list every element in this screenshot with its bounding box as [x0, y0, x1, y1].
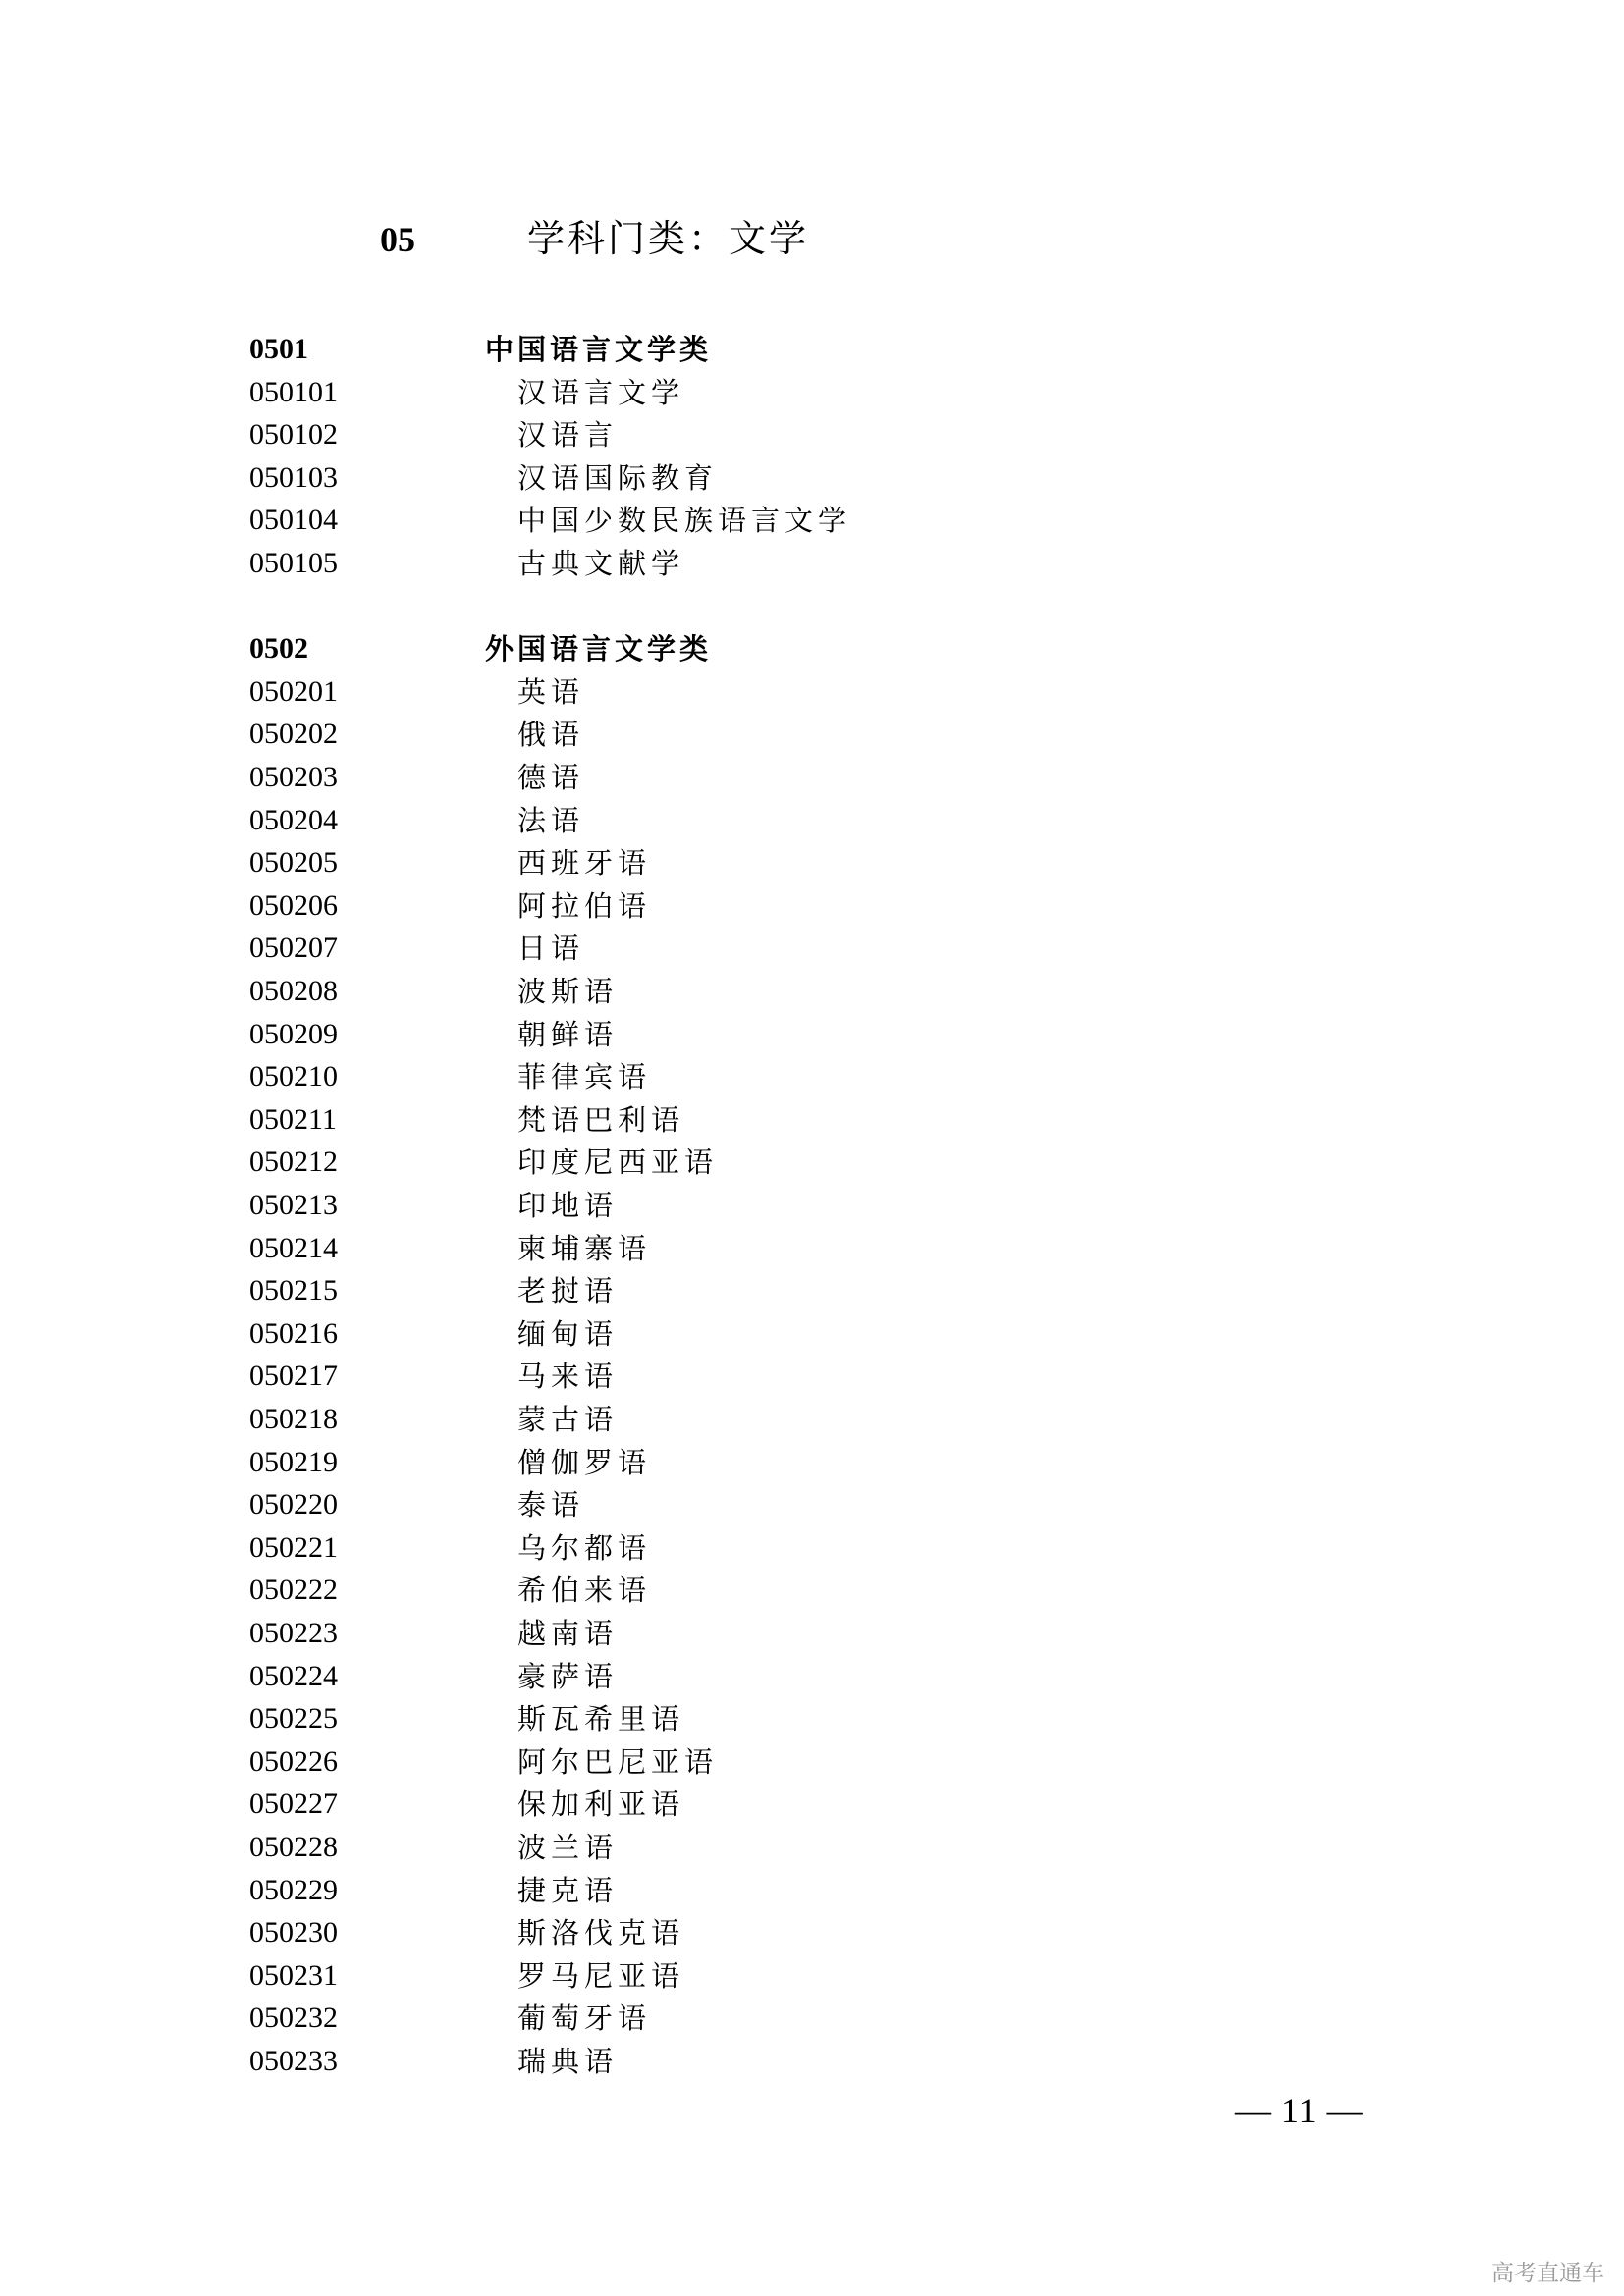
category-name: 中国语言文学类 — [485, 333, 713, 366]
major-name: 汉语言 — [517, 418, 619, 453]
major-code: 050228 — [249, 1831, 338, 1863]
major-code: 050204 — [249, 803, 338, 836]
major-row — [0, 670, 1624, 714]
major-row — [0, 1740, 1624, 1784]
major-code: 050104 — [249, 504, 338, 537]
major-row — [0, 713, 1624, 756]
major-name: 英语 — [517, 674, 585, 709]
major-code: 050217 — [249, 1360, 338, 1393]
major-row — [0, 1441, 1624, 1484]
major-code: 050219 — [249, 1445, 338, 1478]
major-row — [0, 841, 1624, 884]
major-name: 保加利亚语 — [517, 1788, 685, 1822]
discipline-title: 学科门类：文学 — [527, 217, 810, 260]
major-code: 050101 — [249, 375, 338, 408]
major-code: 050210 — [249, 1060, 338, 1094]
major-code: 050102 — [249, 418, 338, 452]
major-row — [0, 1355, 1624, 1398]
category-code: 0502 — [249, 632, 308, 666]
major-code: 050218 — [249, 1403, 338, 1435]
major-row — [0, 927, 1624, 970]
major-row — [0, 1013, 1624, 1056]
major-code: 050230 — [249, 1916, 338, 1949]
page-number: — 11 — — [1235, 2091, 1364, 2130]
major-row — [0, 970, 1624, 1013]
major-row — [0, 371, 1624, 414]
major-code: 050211 — [249, 1102, 337, 1136]
major-name: 印度尼西亚语 — [517, 1146, 719, 1180]
major-code: 050201 — [249, 674, 338, 708]
major-code: 050215 — [249, 1274, 338, 1308]
major-code: 050213 — [249, 1189, 338, 1221]
major-row — [0, 1655, 1624, 1698]
major-name: 蒙古语 — [517, 1403, 619, 1436]
major-code: 050205 — [249, 846, 338, 880]
major-row — [0, 1526, 1624, 1570]
major-row — [0, 1826, 1624, 1869]
major-row — [0, 1783, 1624, 1826]
major-name: 德语 — [517, 761, 585, 794]
major-name: 葡萄牙语 — [517, 2002, 652, 2036]
major-code: 050224 — [249, 1659, 338, 1692]
major-row — [0, 413, 1624, 456]
major-name: 古典文献学 — [517, 547, 685, 580]
category-group-header — [0, 328, 1624, 371]
major-row — [0, 884, 1624, 928]
major-code: 050212 — [249, 1146, 338, 1179]
major-row — [0, 1184, 1624, 1227]
major-name: 僧伽罗语 — [517, 1445, 652, 1479]
major-name: 中国少数民族语言文学 — [517, 504, 852, 538]
watermark: 高考直通车 — [1491, 2261, 1604, 2286]
major-row — [0, 1098, 1624, 1142]
major-code: 050227 — [249, 1788, 338, 1821]
major-name: 波斯语 — [517, 975, 619, 1008]
major-row — [0, 2040, 1624, 2083]
major-row — [0, 1141, 1624, 1184]
major-row — [0, 1612, 1624, 1655]
major-code: 050221 — [249, 1530, 338, 1564]
major-code: 050209 — [249, 1017, 338, 1050]
major-row — [0, 1269, 1624, 1312]
major-name: 阿尔巴尼亚语 — [517, 1744, 719, 1779]
major-code: 050203 — [249, 761, 338, 793]
major-name: 豪萨语 — [517, 1659, 619, 1693]
major-code: 050223 — [249, 1617, 338, 1649]
category-code: 0501 — [249, 333, 308, 365]
major-row — [0, 1055, 1624, 1098]
major-row — [0, 1869, 1624, 1912]
major-name: 菲律宾语 — [517, 1060, 652, 1095]
major-code: 050220 — [249, 1488, 338, 1522]
major-name: 印地语 — [517, 1189, 619, 1222]
major-row — [0, 1911, 1624, 1954]
major-row — [0, 1569, 1624, 1612]
major-row — [0, 799, 1624, 842]
major-name: 捷克语 — [517, 1873, 619, 1907]
major-name: 梵语巴利语 — [517, 1102, 685, 1137]
major-row — [0, 756, 1624, 799]
major-name: 阿拉伯语 — [517, 888, 652, 923]
major-code: 050216 — [249, 1316, 338, 1350]
major-name: 柬埔寨语 — [517, 1231, 652, 1265]
major-code: 050206 — [249, 888, 338, 922]
major-name: 老挝语 — [517, 1274, 619, 1308]
major-name: 罗马尼亚语 — [517, 1958, 685, 1993]
category-group-header — [0, 627, 1624, 670]
major-code: 050225 — [249, 1702, 338, 1735]
major-code: 050226 — [249, 1744, 338, 1778]
major-name: 汉语言文学 — [517, 375, 685, 409]
major-row — [0, 1997, 1624, 2040]
major-row — [0, 1227, 1624, 1270]
major-code: 050229 — [249, 1873, 338, 1906]
major-name: 波兰语 — [517, 1831, 619, 1864]
major-row — [0, 1954, 1624, 1998]
major-code: 050103 — [249, 460, 338, 494]
major-row — [0, 1697, 1624, 1740]
major-code: 050232 — [249, 2002, 338, 2035]
category-name: 外国语言文学类 — [485, 632, 713, 667]
major-row — [0, 1398, 1624, 1441]
major-code: 050214 — [249, 1231, 338, 1264]
major-name: 俄语 — [517, 718, 585, 752]
major-row — [0, 499, 1624, 542]
major-name: 法语 — [517, 803, 585, 837]
major-code: 050202 — [249, 718, 338, 751]
major-row — [0, 456, 1624, 500]
major-name: 西班牙语 — [517, 846, 652, 881]
major-code: 050207 — [249, 932, 338, 965]
major-name: 泰语 — [517, 1488, 585, 1522]
major-name: 乌尔都语 — [517, 1530, 652, 1565]
major-name: 缅甸语 — [517, 1316, 619, 1351]
major-code: 050105 — [249, 547, 338, 579]
major-name: 斯洛伐克语 — [517, 1916, 685, 1950]
major-code: 050222 — [249, 1574, 338, 1607]
discipline-code: 05 — [380, 220, 415, 259]
major-name: 汉语国际教育 — [517, 460, 719, 495]
major-code: 050208 — [249, 975, 338, 1007]
major-name: 斯瓦希里语 — [517, 1702, 685, 1736]
major-name: 朝鲜语 — [517, 1017, 619, 1051]
major-name: 瑞典语 — [517, 2045, 619, 2078]
major-code: 050233 — [249, 2045, 338, 2077]
major-name: 希伯来语 — [517, 1574, 652, 1608]
major-code: 050231 — [249, 1958, 338, 1992]
major-name: 越南语 — [517, 1617, 619, 1650]
major-row — [0, 1312, 1624, 1356]
major-row — [0, 1483, 1624, 1526]
major-name: 日语 — [517, 932, 585, 966]
major-row — [0, 542, 1624, 585]
major-name: 马来语 — [517, 1360, 619, 1394]
